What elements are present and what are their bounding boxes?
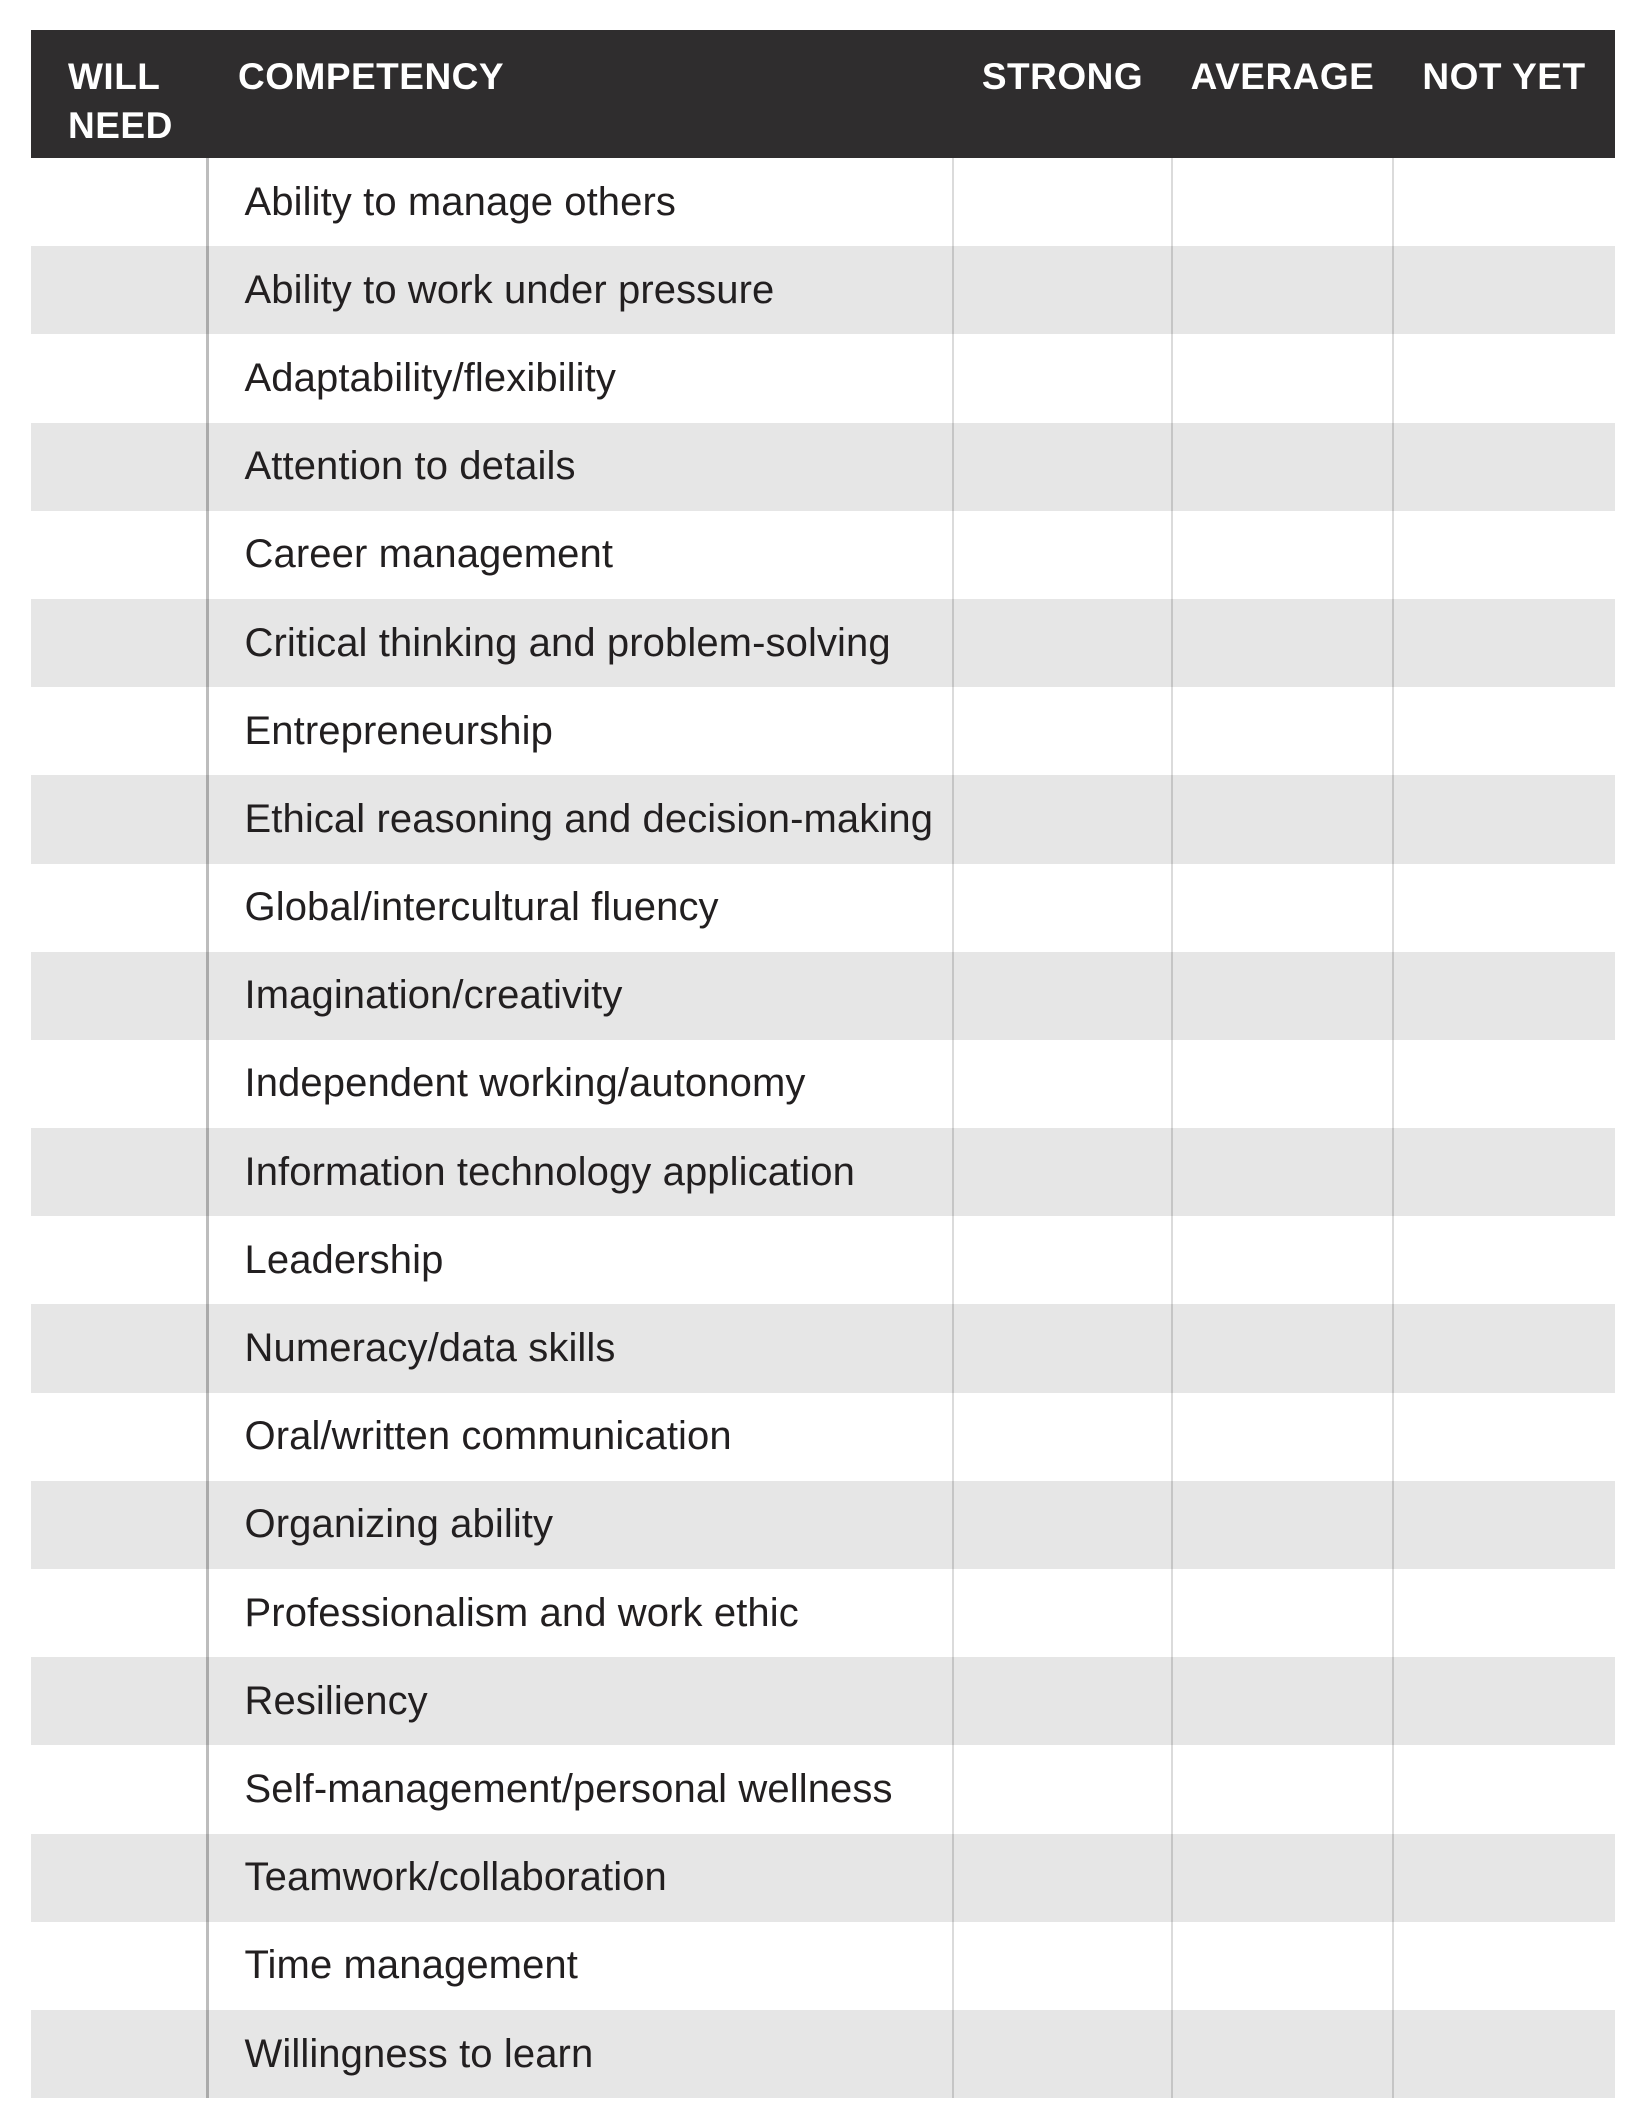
will-need-cell[interactable] (31, 1128, 207, 1216)
competency-label: Leadership (207, 1216, 953, 1304)
not-yet-cell[interactable] (1393, 687, 1615, 775)
average-cell[interactable] (1172, 1657, 1393, 1745)
header-row (31, 30, 1615, 158)
strong-cell[interactable] (953, 1481, 1172, 1569)
competency-label: Resiliency (207, 1657, 953, 1745)
will-need-cell[interactable] (31, 1481, 207, 1569)
competency-label: Career management (207, 511, 953, 599)
average-cell[interactable] (1172, 511, 1393, 599)
table-row (31, 1304, 1615, 1392)
will-need-cell[interactable] (31, 1304, 207, 1392)
table-row (31, 599, 1615, 687)
header-competency: COMPETENCY (207, 30, 953, 158)
average-cell[interactable] (1172, 864, 1393, 952)
average-cell[interactable] (1172, 423, 1393, 511)
table-header (31, 30, 1615, 158)
will-need-cell[interactable] (31, 1569, 207, 1657)
will-need-cell[interactable] (31, 511, 207, 599)
competency-label: Teamwork/collaboration (207, 1834, 953, 1922)
competency-label: Critical thinking and problem-solving (207, 599, 953, 687)
will-need-cell[interactable] (31, 158, 207, 246)
header-not-yet: NOT YET (1393, 30, 1615, 158)
table-row (31, 775, 1615, 863)
not-yet-cell[interactable] (1393, 246, 1615, 334)
competency-label: Ability to manage others (207, 158, 953, 246)
average-cell[interactable] (1172, 1745, 1393, 1833)
average-cell[interactable] (1172, 775, 1393, 863)
average-cell[interactable] (1172, 246, 1393, 334)
will-need-cell[interactable] (31, 775, 207, 863)
competency-label: Attention to details (207, 423, 953, 511)
not-yet-cell[interactable] (1393, 1393, 1615, 1481)
average-cell[interactable] (1172, 687, 1393, 775)
will-need-cell[interactable] (31, 334, 207, 422)
strong-cell[interactable] (953, 158, 1172, 246)
not-yet-cell[interactable] (1393, 1745, 1615, 1833)
not-yet-cell[interactable] (1393, 2010, 1615, 2098)
not-yet-cell[interactable] (1393, 599, 1615, 687)
not-yet-cell[interactable] (1393, 423, 1615, 511)
will-need-cell[interactable] (31, 864, 207, 952)
strong-cell[interactable] (953, 1128, 1172, 1216)
table-row (31, 246, 1615, 334)
not-yet-cell[interactable] (1393, 1040, 1615, 1128)
competency-label: Imagination/creativity (207, 952, 953, 1040)
table-row (31, 158, 1615, 246)
strong-cell[interactable] (953, 1304, 1172, 1392)
will-need-cell[interactable] (31, 599, 207, 687)
table-row (31, 334, 1615, 422)
table-row (31, 1216, 1615, 1304)
table-row (31, 687, 1615, 775)
not-yet-cell[interactable] (1393, 158, 1615, 246)
average-cell[interactable] (1172, 1216, 1393, 1304)
competency-label: Global/intercultural fluency (207, 864, 953, 952)
will-need-cell[interactable] (31, 1834, 207, 1922)
competency-label: Professionalism and work ethic (207, 1569, 953, 1657)
competency-label: Independent working/autonomy (207, 1040, 953, 1128)
will-need-cell[interactable] (31, 952, 207, 1040)
not-yet-cell[interactable] (1393, 334, 1615, 422)
table-row (31, 1834, 1615, 1922)
not-yet-cell[interactable] (1393, 511, 1615, 599)
table-body (31, 158, 1615, 2098)
header-will-need: WILL NEED (31, 30, 207, 158)
average-cell[interactable] (1172, 1569, 1393, 1657)
average-cell[interactable] (1172, 2010, 1393, 2098)
competency-label: Willingness to learn (207, 2010, 953, 2098)
competency-label: Organizing ability (207, 1481, 953, 1569)
will-need-cell[interactable] (31, 1040, 207, 1128)
will-need-cell[interactable] (31, 687, 207, 775)
table-row (31, 1569, 1615, 1657)
competency-label: Ethical reasoning and decision-making (207, 775, 953, 863)
strong-cell[interactable] (953, 1834, 1172, 1922)
competency-label: Time management (207, 1922, 953, 2010)
average-cell[interactable] (1172, 334, 1393, 422)
average-cell[interactable] (1172, 1128, 1393, 1216)
average-cell[interactable] (1172, 158, 1393, 246)
strong-cell[interactable] (953, 864, 1172, 952)
strong-cell[interactable] (953, 1657, 1172, 1745)
table-row (31, 1040, 1615, 1128)
table-row (31, 864, 1615, 952)
strong-cell[interactable] (953, 687, 1172, 775)
strong-cell[interactable] (953, 775, 1172, 863)
average-cell[interactable] (1172, 1922, 1393, 2010)
average-cell[interactable] (1172, 599, 1393, 687)
not-yet-cell[interactable] (1393, 1657, 1615, 1745)
not-yet-cell[interactable] (1393, 1481, 1615, 1569)
table-row (31, 1745, 1615, 1833)
will-need-cell[interactable] (31, 2010, 207, 2098)
not-yet-cell[interactable] (1393, 1304, 1615, 1392)
table-row (31, 1393, 1615, 1481)
will-need-cell[interactable] (31, 1922, 207, 2010)
strong-cell[interactable] (953, 423, 1172, 511)
table-row (31, 1128, 1615, 1216)
strong-cell[interactable] (953, 1040, 1172, 1128)
competency-label: Entrepreneurship (207, 687, 953, 775)
will-need-cell[interactable] (31, 1657, 207, 1745)
strong-cell[interactable] (953, 1745, 1172, 1833)
will-need-cell[interactable] (31, 1216, 207, 1304)
competency-label: Adaptability/flexibility (207, 334, 953, 422)
will-need-cell[interactable] (31, 1745, 207, 1833)
strong-cell[interactable] (953, 511, 1172, 599)
competency-label: Self-management/personal wellness (207, 1745, 953, 1833)
not-yet-cell[interactable] (1393, 1128, 1615, 1216)
competency-self-assessment-table (31, 30, 1615, 2098)
header-strong: STRONG (953, 30, 1172, 158)
not-yet-cell[interactable] (1393, 952, 1615, 1040)
competency-label: Ability to work under pressure (207, 246, 953, 334)
table-row (31, 952, 1615, 1040)
average-cell[interactable] (1172, 1304, 1393, 1392)
average-cell[interactable] (1172, 1834, 1393, 1922)
average-cell[interactable] (1172, 1040, 1393, 1128)
average-cell[interactable] (1172, 1481, 1393, 1569)
not-yet-cell[interactable] (1393, 1922, 1615, 2010)
strong-cell[interactable] (953, 1216, 1172, 1304)
competency-label: Information technology application (207, 1128, 953, 1216)
competency-label: Numeracy/data skills (207, 1304, 953, 1392)
strong-cell[interactable] (953, 1922, 1172, 2010)
average-cell[interactable] (1172, 1393, 1393, 1481)
strong-cell[interactable] (953, 952, 1172, 1040)
table-row (31, 511, 1615, 599)
header-average: AVERAGE (1172, 30, 1393, 158)
table-row (31, 1922, 1615, 2010)
average-cell[interactable] (1172, 952, 1393, 1040)
strong-cell[interactable] (953, 2010, 1172, 2098)
strong-cell[interactable] (953, 599, 1172, 687)
competency-label: Oral/written communication (207, 1393, 953, 1481)
table-row (31, 423, 1615, 511)
strong-cell[interactable] (953, 246, 1172, 334)
table-row (31, 1657, 1615, 1745)
not-yet-cell[interactable] (1393, 1834, 1615, 1922)
not-yet-cell[interactable] (1393, 1216, 1615, 1304)
will-need-cell[interactable] (31, 1393, 207, 1481)
strong-cell[interactable] (953, 334, 1172, 422)
not-yet-cell[interactable] (1393, 864, 1615, 952)
strong-cell[interactable] (953, 1569, 1172, 1657)
strong-cell[interactable] (953, 1393, 1172, 1481)
will-need-cell[interactable] (31, 246, 207, 334)
table-row (31, 2010, 1615, 2098)
will-need-cell[interactable] (31, 423, 207, 511)
table-row (31, 1481, 1615, 1569)
not-yet-cell[interactable] (1393, 775, 1615, 863)
not-yet-cell[interactable] (1393, 1569, 1615, 1657)
